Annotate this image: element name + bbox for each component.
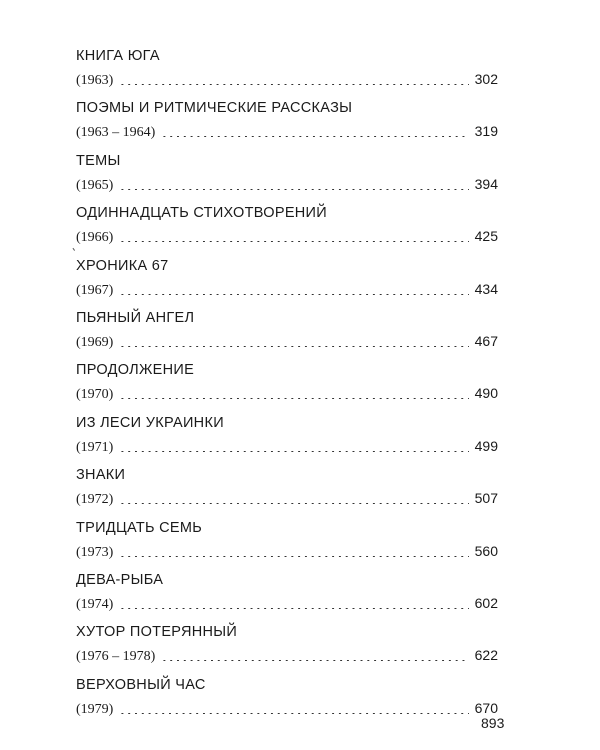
- dot-leader: [119, 294, 468, 295]
- toc-entry-page: 499: [474, 437, 498, 454]
- toc-entry-page: 425: [474, 228, 498, 245]
- toc-entry-line: [76, 384, 498, 404]
- toc-entry-years: (1967): [76, 282, 114, 298]
- toc-entry-years: (1963 – 1964): [76, 125, 156, 141]
- toc-entry-page: 394: [474, 175, 498, 192]
- dot-leader: [119, 556, 468, 557]
- toc-entry-line: [76, 594, 498, 614]
- toc-entry-title: ПЬЯНЫЙ АНГЕЛ: [76, 309, 195, 326]
- toc-entry[interactable]: [76, 413, 498, 465]
- toc-entry[interactable]: [76, 46, 498, 98]
- dot-leader: [161, 136, 468, 137]
- toc-entry-page: 507: [474, 490, 498, 507]
- toc-entry-years: (1979): [76, 701, 114, 717]
- dot-leader: [119, 608, 468, 609]
- toc-entry-years: (1976 – 1978): [76, 649, 156, 665]
- toc-entry[interactable]: [76, 675, 498, 727]
- toc-entry-title: ПОЭМЫ И РИТМИЧЕСКИЕ РАССКАЗЫ: [76, 100, 353, 117]
- toc-entry-years: (1972): [76, 492, 114, 508]
- dot-leader: [119, 713, 468, 714]
- toc-entry[interactable]: [76, 570, 498, 622]
- toc-entry[interactable]: [76, 98, 498, 150]
- toc-entry-title: ТЕМЫ: [76, 152, 121, 169]
- toc-entry-years: (1969): [76, 334, 114, 350]
- toc-entry-years: (1970): [76, 387, 114, 403]
- toc-entry-title: ТРИДЦАТЬ СЕМЬ: [76, 519, 203, 536]
- toc-entry-title: ЗНАКИ: [76, 467, 126, 484]
- toc-entry-title: ХРОНИКА 67: [76, 257, 169, 274]
- toc-entry-title: ХУТОР ПОТЕРЯННЫЙ: [76, 624, 238, 641]
- table-of-contents: [76, 46, 498, 727]
- dot-leader: [119, 84, 468, 85]
- toc-entry[interactable]: [76, 308, 498, 360]
- toc-entry-page: 602: [474, 594, 498, 611]
- toc-entry-line: [76, 280, 498, 300]
- toc-entry-line: [76, 227, 498, 247]
- toc-entry-page: 319: [474, 123, 498, 140]
- toc-entry-page: 670: [474, 699, 498, 716]
- toc-entry[interactable]: [76, 518, 498, 570]
- toc-entry-page: 467: [474, 332, 498, 349]
- toc-entry-page: 622: [474, 647, 498, 664]
- toc-entry[interactable]: [76, 256, 498, 308]
- toc-entry-line: [76, 542, 498, 562]
- toc-entry[interactable]: [76, 465, 498, 517]
- toc-entry-title: ВЕРХОВНЫЙ ЧАС: [76, 676, 206, 693]
- toc-entry-page: 434: [474, 280, 498, 297]
- toc-entry-years: (1966): [76, 230, 114, 246]
- dot-leader: [119, 398, 468, 399]
- toc-entry-line: [76, 70, 498, 90]
- toc-entry-title: ОДИННАДЦАТЬ СТИХОТВОРЕНИЙ: [76, 205, 328, 222]
- toc-entry-line: [76, 175, 498, 195]
- toc-entry-page: 302: [474, 71, 498, 87]
- toc-entry[interactable]: [76, 151, 498, 203]
- dot-leader: [119, 241, 468, 242]
- toc-entry-years: (1971): [76, 439, 114, 455]
- toc-entry-page: 490: [474, 385, 498, 402]
- toc-entry-line: [76, 332, 498, 352]
- dot-leader: [161, 660, 468, 661]
- toc-entry-title: ДЕВА-РЫБА: [76, 571, 164, 588]
- dot-leader: [119, 346, 468, 347]
- toc-entry-title: КНИГА ЮГА: [76, 48, 160, 64]
- toc-entry-line: [76, 122, 498, 142]
- dot-leader: [119, 451, 468, 452]
- toc-entry-line: [76, 437, 498, 457]
- dot-leader: [119, 503, 468, 504]
- toc-entry-line: [76, 489, 498, 509]
- toc-entry-years: (1963): [76, 73, 114, 88]
- toc-entry-title: ИЗ ЛЕСИ УКРАИНКИ: [76, 414, 224, 431]
- toc-entry[interactable]: [76, 203, 498, 255]
- toc-entry-page: 560: [474, 542, 498, 559]
- dot-leader: [119, 189, 468, 190]
- toc-entry[interactable]: [76, 622, 498, 674]
- page-number: 893: [481, 715, 505, 731]
- toc-entry-years: (1965): [76, 177, 114, 193]
- toc-entry-title: ПРОДОЛЖЕНИЕ: [76, 362, 195, 379]
- toc-entry-line: [76, 699, 498, 719]
- toc-entry-years: (1974): [76, 596, 114, 612]
- toc-entry[interactable]: [76, 360, 498, 412]
- toc-entry-line: [76, 646, 498, 666]
- toc-entry-years: (1973): [76, 544, 114, 560]
